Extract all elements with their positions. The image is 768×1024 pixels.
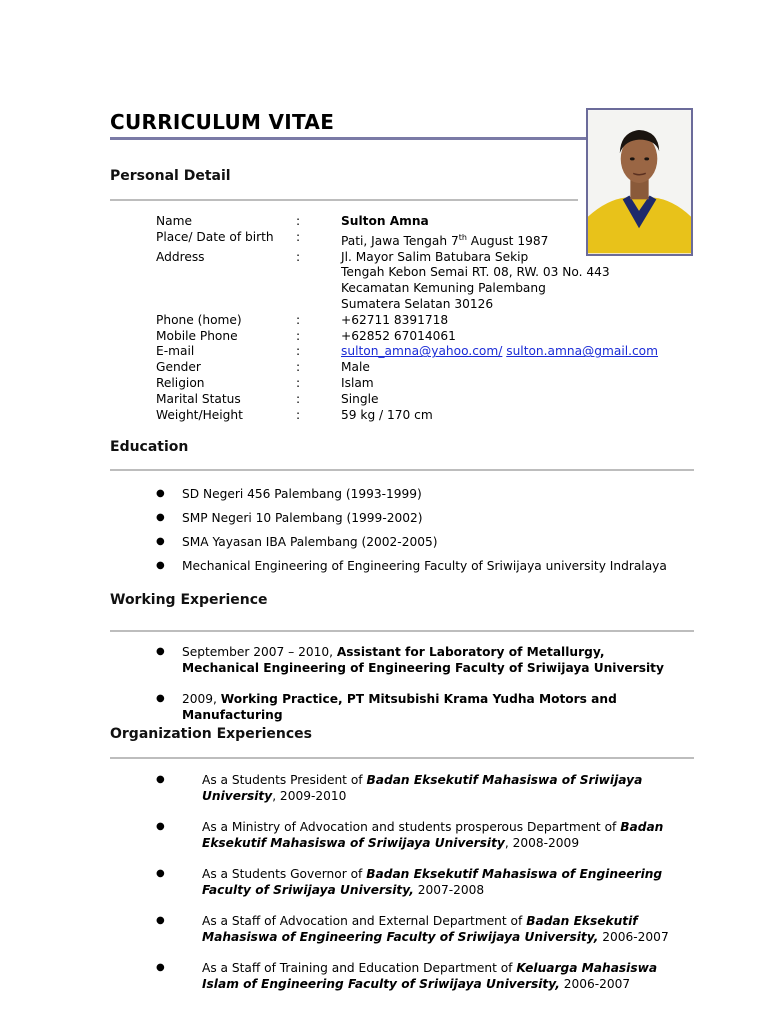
bullet-icon: ● xyxy=(156,646,165,657)
pd-colon: : xyxy=(296,214,301,228)
pd-value-mobile: +62852 67014061 xyxy=(341,328,456,343)
pd-row-birth xyxy=(156,230,658,250)
org-prefix: As a Students Governor of xyxy=(202,867,367,881)
working-period: 2009, xyxy=(182,692,221,706)
list-item xyxy=(156,558,716,574)
address-line: Sumatera Selatan 30126 xyxy=(341,297,494,312)
pd-value-birth xyxy=(341,230,548,250)
bullet-icon: ● xyxy=(156,962,165,973)
bullet-icon: ● xyxy=(156,560,165,571)
section-education-rule xyxy=(110,469,694,471)
personal-details xyxy=(156,214,658,423)
pd-row-phone xyxy=(156,313,658,329)
pd-row-religion xyxy=(156,376,658,392)
pd-colon: : xyxy=(296,249,301,264)
section-organization-rule xyxy=(110,757,694,759)
pd-value-name: Sulton Amna xyxy=(341,214,429,228)
org-name: Badan Eksekutif Mahasiswa of Sriwijaya University xyxy=(202,820,664,850)
org-period: , 2008-2009 xyxy=(504,836,580,850)
bullet-icon: ● xyxy=(156,915,165,926)
pd-label: Religion xyxy=(156,376,205,391)
title-underline xyxy=(110,137,588,140)
address-line: Kecamatan Kemuning Palembang xyxy=(341,281,546,296)
education-item: Mechanical Engineering of Engineering Faculty of Sriwijaya university Indralaya xyxy=(182,559,667,573)
pd-value-religion: Islam xyxy=(341,376,374,391)
org-name: Badan Eksekutif Mahasiswa of Sriwijaya University xyxy=(202,773,643,803)
pd-colon: : xyxy=(296,407,301,422)
section-working-heading: Working Experience xyxy=(110,592,268,608)
pd-value-email xyxy=(341,344,658,360)
pd-colon: : xyxy=(296,360,301,375)
pd-row-address xyxy=(156,250,658,313)
pd-label: Gender xyxy=(156,360,201,375)
bullet-icon: ● xyxy=(156,693,165,704)
pd-row-email xyxy=(156,344,658,360)
org-prefix: As a Staff of Training and Education Department of xyxy=(202,961,517,975)
section-education-heading: Education xyxy=(110,439,189,455)
pd-colon: : xyxy=(296,229,301,244)
education-item: SMA Yayasan IBA Palembang (2002-2005) xyxy=(182,535,438,549)
pd-label: Name xyxy=(156,214,192,228)
pd-label: Place/ Date of birth xyxy=(156,229,274,244)
list-item xyxy=(156,960,698,992)
pd-value-gender: Male xyxy=(341,360,370,375)
address-line: Jl. Mayor Salim Batubara Sekip xyxy=(341,249,529,264)
bullet-icon: ● xyxy=(156,512,165,523)
pd-colon: : xyxy=(296,312,301,327)
bullet-icon: ● xyxy=(156,488,165,499)
list-item xyxy=(156,691,676,723)
list-item xyxy=(156,866,698,898)
organization-list xyxy=(156,772,698,992)
org-prefix: As a Staff of Advocation and External Department of xyxy=(202,914,527,928)
pd-label: Phone (home) xyxy=(156,312,242,327)
org-period: 2006-2007 xyxy=(559,977,631,991)
pd-value-marital: Single xyxy=(341,391,379,406)
pd-value-weight-height: 59 kg / 170 cm xyxy=(341,407,433,422)
list-item xyxy=(156,510,716,526)
education-item: SMP Negeri 10 Palembang (1999-2002) xyxy=(182,511,423,525)
working-role: Assistant for Laboratory of Metallurgy, Mechanical Engineering of Engineering Faculty of Sriwijaya University xyxy=(182,645,664,675)
org-name: Keluarga Mahasiswa Islam of Engineering Faculty of Sriwijaya University, xyxy=(202,961,658,991)
list-item xyxy=(156,913,698,945)
pd-colon: : xyxy=(296,344,301,359)
address-line: Tengah Kebon Semai RT. 08, RW. 03 No. 443 xyxy=(341,265,610,280)
org-prefix: As a Ministry of Advocation and students prosperous Department of xyxy=(202,820,621,834)
working-period: September 2007 – 2010, xyxy=(182,645,337,659)
list-item xyxy=(156,486,716,502)
list-item xyxy=(156,772,698,804)
section-personal-heading: Personal Detail xyxy=(110,168,231,184)
pd-label: E-mail xyxy=(156,344,195,359)
working-role: Working Practice, PT Mitsubishi Krama Yudha Motors and Manufacturing xyxy=(182,692,617,722)
bullet-icon: ● xyxy=(156,868,165,879)
bullet-icon: ● xyxy=(156,821,165,832)
org-name: Badan Eksekutif Mahasiswa of Engineering Faculty of Sriwijaya University, xyxy=(202,867,663,897)
pd-colon: : xyxy=(296,328,301,343)
bullet-icon: ● xyxy=(156,774,165,785)
list-item xyxy=(156,534,716,550)
pd-row-name xyxy=(156,214,658,230)
pd-colon: : xyxy=(296,391,301,406)
education-item: SD Negeri 456 Palembang (1993-1999) xyxy=(182,487,422,501)
birth-suffix: August 1987 xyxy=(466,233,549,248)
page-title: CURRICULUM VITAE xyxy=(110,110,335,134)
pd-row-weight-height xyxy=(156,408,658,424)
section-organization-heading: Organization Experiences xyxy=(110,726,312,742)
list-item xyxy=(156,644,676,676)
birth-prefix: Pati, Jawa Tengah 7 xyxy=(341,233,459,248)
pd-row-marital xyxy=(156,392,658,408)
birth-sup: th xyxy=(458,232,467,242)
email-link-yahoo[interactable]: sulton_amna@yahoo.com/ xyxy=(341,344,503,359)
bullet-icon: ● xyxy=(156,536,165,547)
section-personal-rule xyxy=(110,199,578,201)
pd-row-mobile xyxy=(156,329,658,345)
pd-colon: : xyxy=(296,376,301,391)
working-list xyxy=(156,644,676,723)
org-period: 2006-2007 xyxy=(598,930,669,944)
section-working-rule xyxy=(110,630,694,632)
pd-label: Weight/Height xyxy=(156,407,243,422)
pd-value-phone: +62711 8391718 xyxy=(341,312,449,327)
list-item xyxy=(156,819,698,851)
pd-row-gender xyxy=(156,360,658,376)
email-link-gmail[interactable]: sulton.amna@gmail.com xyxy=(506,344,659,359)
education-list xyxy=(156,486,716,574)
org-period: 2007-2008 xyxy=(413,883,485,897)
org-name: Badan Eksekutif Mahasiswa of Engineering Faculty of Sriwijaya University, xyxy=(202,914,638,944)
pd-value-address xyxy=(341,250,610,313)
org-prefix: As a Students President of xyxy=(202,773,367,787)
pd-label: Marital Status xyxy=(156,391,241,406)
org-period: , 2009-2010 xyxy=(272,789,347,803)
pd-label: Address xyxy=(156,249,205,264)
pd-label: Mobile Phone xyxy=(156,328,238,343)
